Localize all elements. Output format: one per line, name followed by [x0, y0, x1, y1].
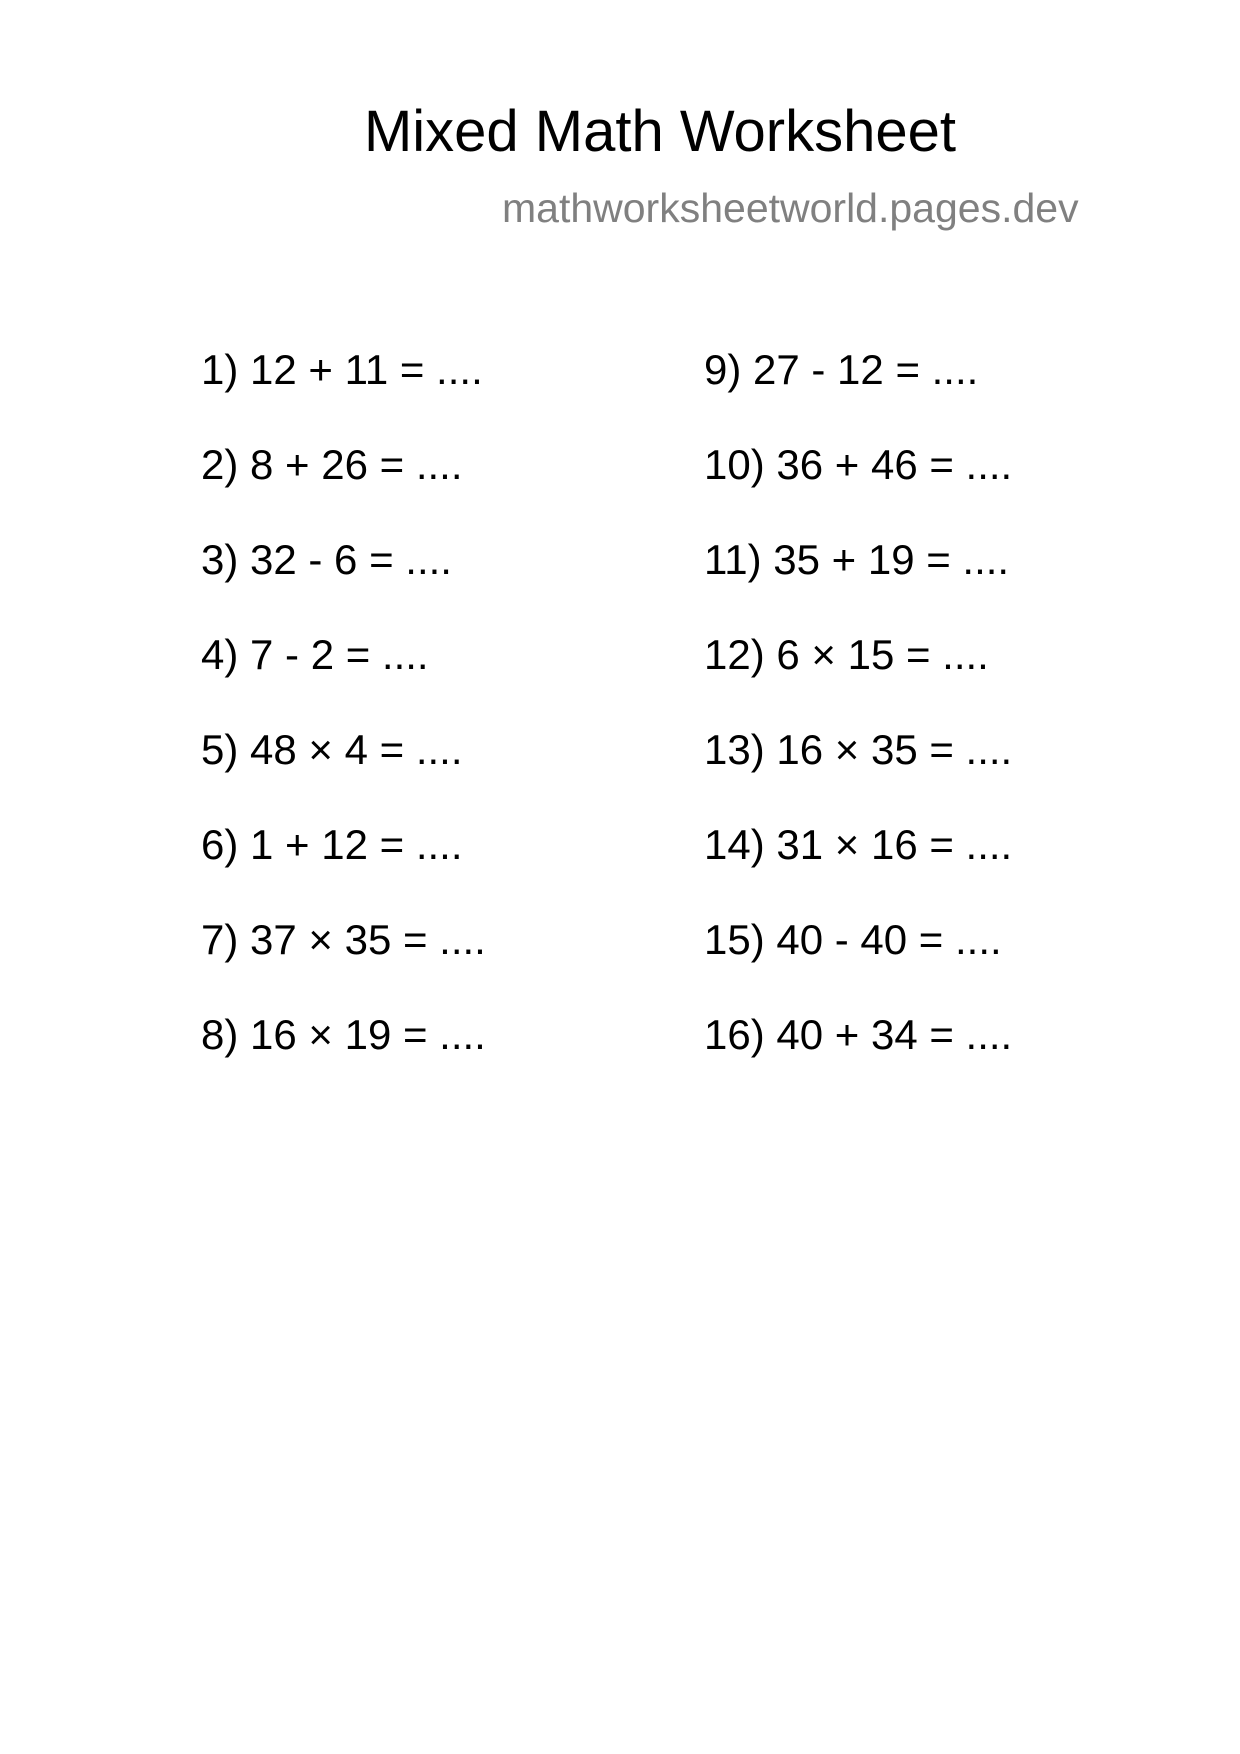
problem-item: 3) 32 - 6 = ....: [201, 536, 452, 583]
problem-item: 16) 40 + 34 = ....: [704, 1011, 1013, 1058]
problem-item: 9) 27 - 12 = ....: [704, 346, 979, 393]
problem-item: 2) 8 + 26 = ....: [201, 441, 463, 488]
problem-list-right: [704, 344, 1012, 1104]
problem-item: 5) 48 × 4 = ....: [201, 726, 463, 773]
problem-item: 14) 31 × 16 = ....: [704, 821, 1013, 868]
problem-item: 8) 16 × 19 = ....: [201, 1011, 486, 1058]
website-url: mathworksheetworld.pages.dev: [502, 185, 1079, 231]
problem-item: 15) 40 - 40 = ....: [704, 916, 1002, 963]
problem-item: 7) 37 × 35 = ....: [201, 916, 486, 963]
problem-item: 13) 16 × 35 = ....: [704, 726, 1013, 773]
problem-item: 6) 1 + 12 = ....: [201, 821, 463, 868]
problem-item: 11) 35 + 19 = ....: [704, 536, 1010, 583]
worksheet-title: Mixed Math Worksheet: [363, 99, 957, 164]
problem-item: 1) 12 + 11 = ....: [201, 346, 483, 393]
problem-item: 12) 6 × 15 = ....: [704, 631, 989, 678]
problem-item: 10) 36 + 46 = ....: [704, 441, 1013, 488]
problem-list-left: [201, 344, 486, 1104]
problem-item: 4) 7 - 2 = ....: [201, 631, 429, 678]
